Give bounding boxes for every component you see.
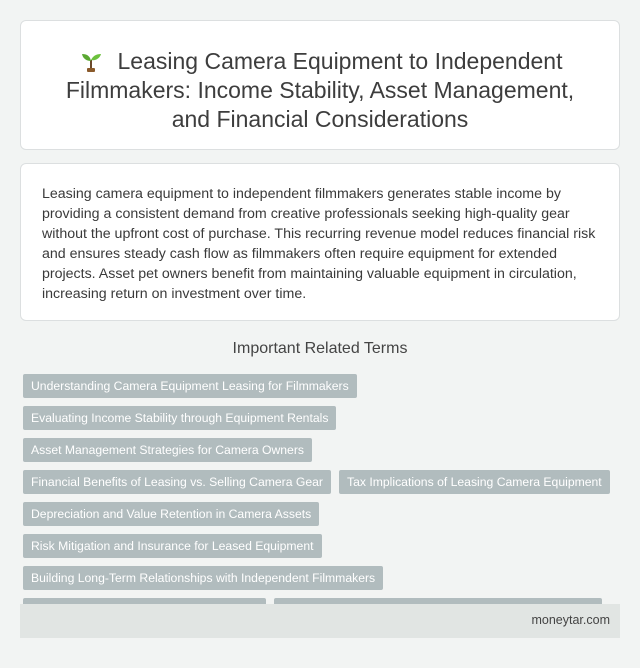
related-terms-heading: Important Related Terms [232,340,408,357]
sprout-icon [78,50,104,72]
related-term-tag[interactable]: Risk Mitigation and Insurance for Leased Equipment [23,534,322,558]
summary-text: Leasing camera equipment to independent filmmakers generates stable income by providing a consistent demand from creative professionals seeking high-quality gear without the upfront cost of purchase. This recurring revenue model reduces financial risk and ensures steady cash flow as filmmakers often require equipment for extended projects. Asset pet owners benefit from maintaining valuable equipment in circulation, increasing return on investment over time. [42,186,596,302]
related-term-tag[interactable]: Tax Implications of Leasing Camera Equipment [339,470,610,494]
related-term-tag[interactable]: Financial Benefits of Leasing vs. Selling Camera Gear [23,470,331,494]
title-card [20,20,620,150]
page-title: Leasing Camera Equipment to Independent Filmmakers: Income Stability, Asset Management, and Financial Considerations [65,48,575,132]
page-title-block [61,47,579,134]
related-term-tag[interactable]: Understanding Camera Equipment Leasing for Filmmakers [23,374,357,398]
footer [20,604,620,638]
footer-site-link[interactable]: moneytar.com [531,613,610,627]
related-term-tag[interactable]: Evaluating Income Stability through Equipment Rentals [23,406,336,430]
related-terms-list [23,374,623,630]
summary-card [20,163,620,321]
related-term-tag[interactable]: Depreciation and Value Retention in Camera Assets [23,502,319,526]
related-term-tag[interactable]: Asset Management Strategies for Camera Owners [23,438,312,462]
related-term-tag[interactable]: Building Long-Term Relationships with Independent Filmmakers [23,566,383,590]
